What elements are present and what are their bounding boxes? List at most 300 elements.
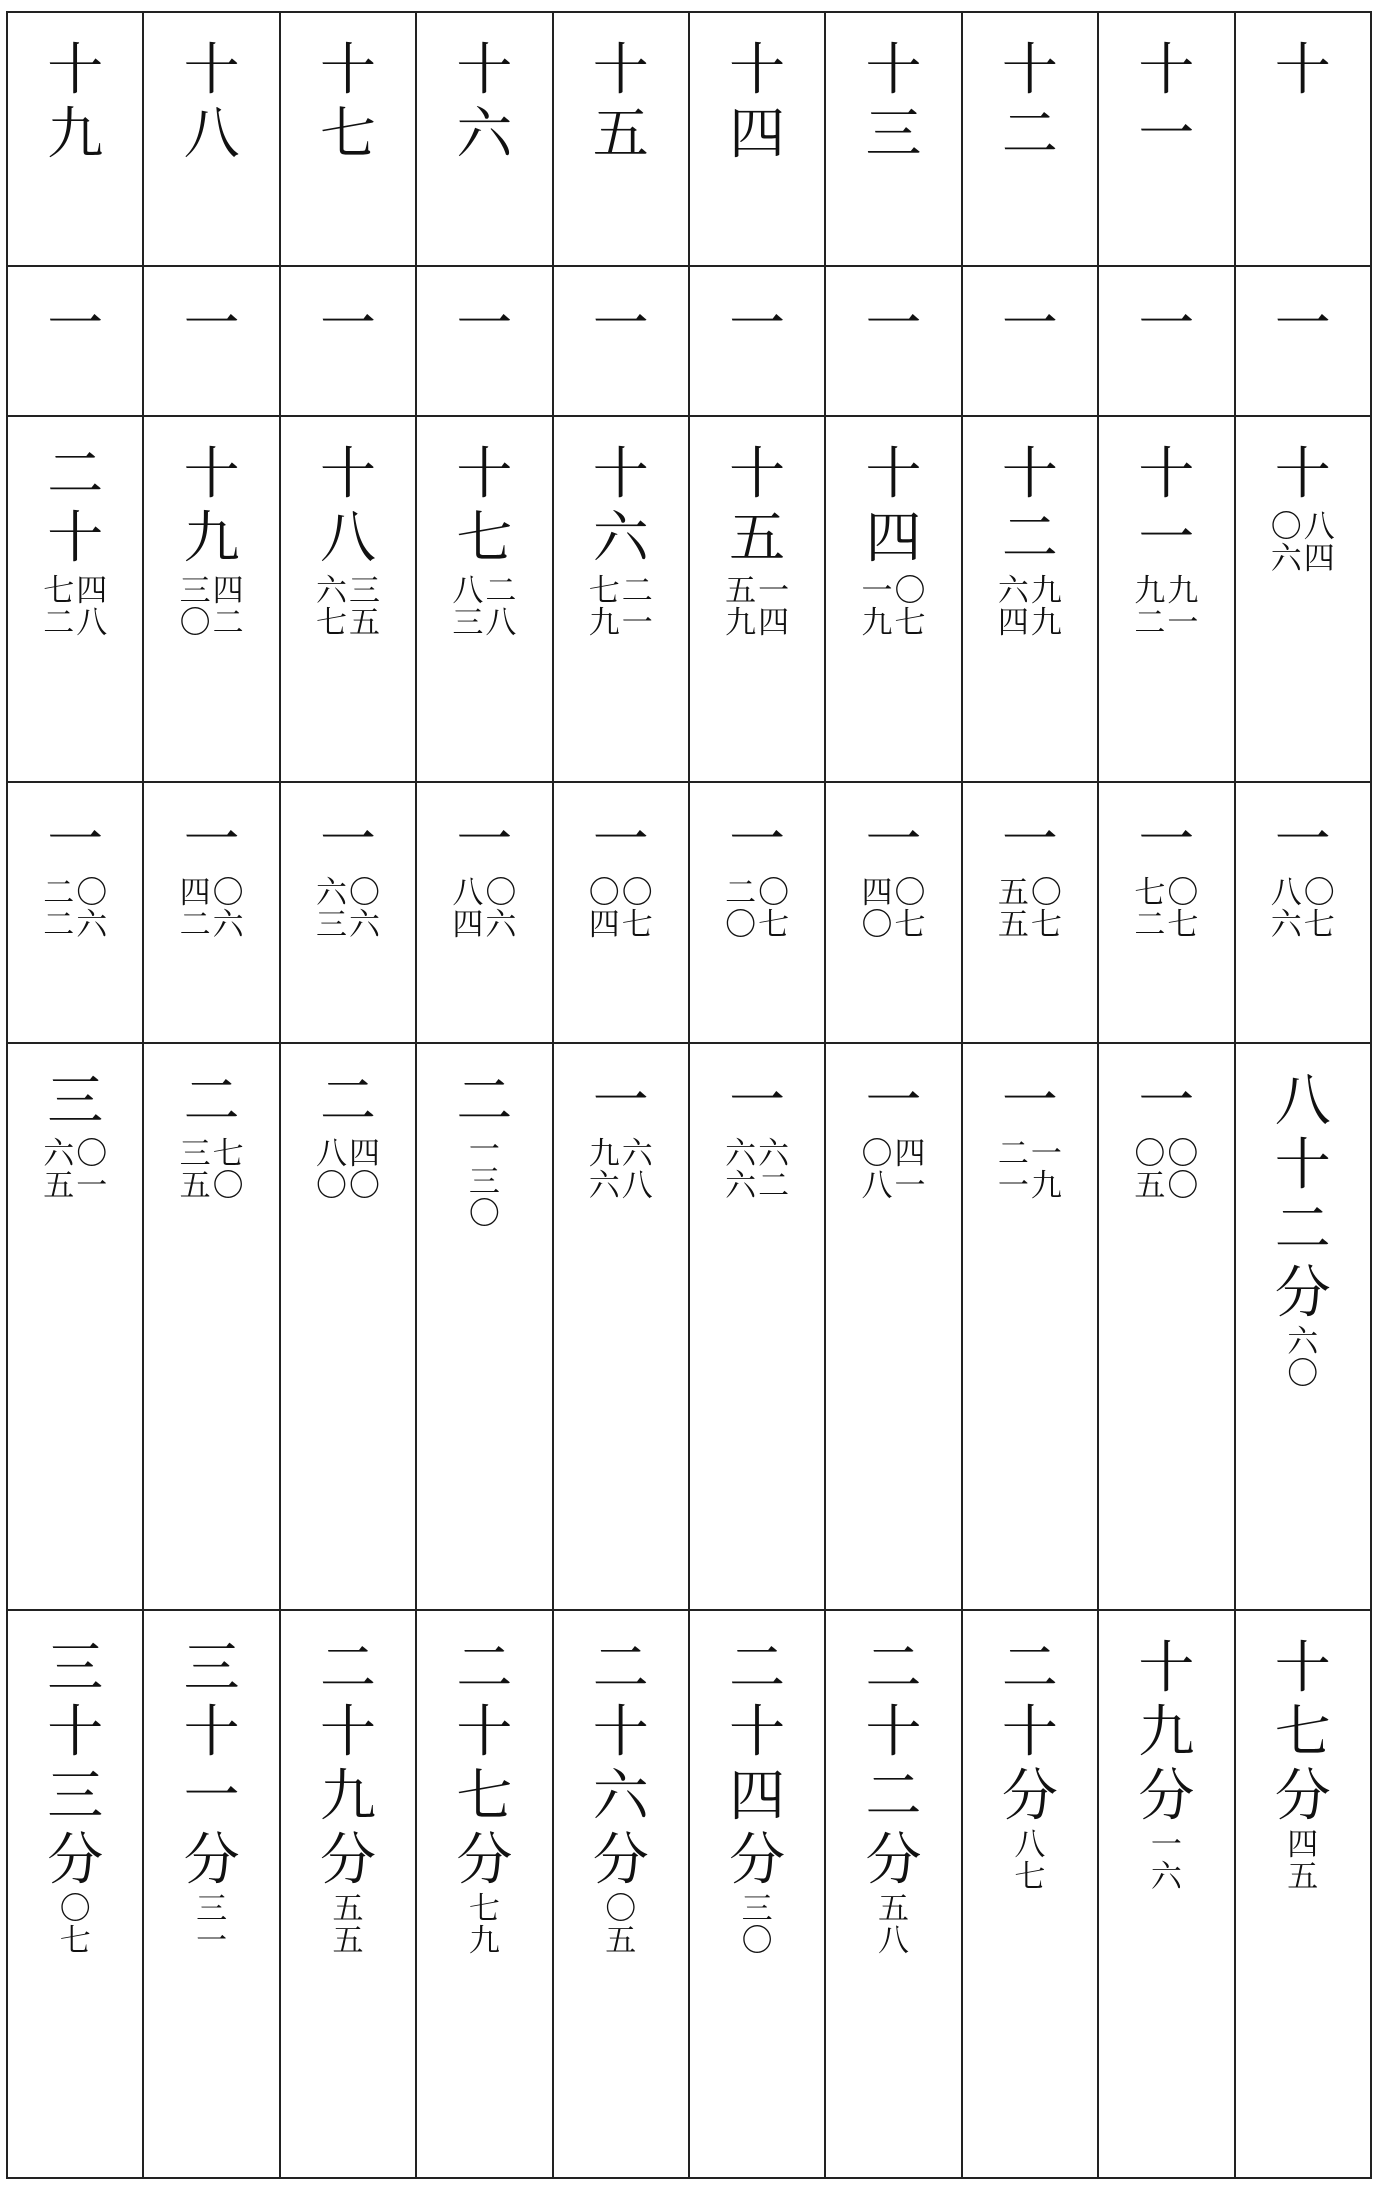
table-cell: [1235, 782, 1371, 1043]
small-annotation: [725, 573, 790, 642]
small-annotation-column: [861, 874, 893, 943]
small-character: 八: [621, 1167, 653, 1204]
cell-text: [826, 267, 960, 357]
main-character: 一: [183, 1764, 240, 1830]
small-annotation-column: [348, 874, 380, 943]
main-character: 十: [729, 38, 786, 103]
main-character: 十: [1001, 38, 1058, 103]
main-character: 三: [47, 1068, 104, 1134]
table-cell: [962, 266, 1098, 416]
small-character: 二: [621, 573, 653, 610]
small-character: 六: [315, 874, 347, 911]
table-cell: [825, 1610, 961, 2178]
small-character: 三: [741, 1891, 773, 1928]
main-character: 二: [865, 1764, 922, 1830]
main-character: 十: [1274, 1636, 1331, 1702]
table-cell: [553, 782, 689, 1043]
cell-text: [1099, 417, 1233, 642]
main-character: 二: [1274, 1196, 1331, 1262]
cell-text: [963, 783, 1097, 941]
main-character: 十: [1274, 38, 1331, 103]
small-character: 九: [1167, 573, 1199, 610]
cell-text: [826, 783, 960, 941]
small-character: 五: [348, 605, 380, 642]
small-character: 七: [621, 906, 653, 943]
main-character: 十: [1001, 1700, 1058, 1766]
main-character: 三: [47, 1764, 104, 1830]
small-character: 二: [179, 906, 211, 943]
cell-text: [554, 417, 688, 642]
small-annotation: [1134, 874, 1199, 943]
cell-text: [1236, 417, 1370, 578]
small-character: 八: [452, 874, 484, 911]
small-character: 六: [1287, 1323, 1319, 1360]
main-character: 二: [456, 1068, 513, 1134]
small-character: 〇: [76, 874, 108, 911]
small-annotation-column: [588, 573, 620, 642]
table-cell: [1098, 266, 1234, 416]
small-annotation-column: [1270, 874, 1302, 943]
small-character: 〇: [59, 1891, 91, 1928]
small-character: 四: [1287, 1827, 1319, 1864]
small-annotation-column: [348, 1135, 380, 1204]
small-annotation: [861, 1135, 926, 1204]
cell-text: [963, 417, 1097, 642]
main-character: 分: [319, 1828, 376, 1894]
small-annotation-column: [452, 573, 484, 642]
small-character: 一: [1167, 605, 1199, 642]
main-character: 一: [1001, 292, 1058, 358]
small-character: 一: [621, 605, 653, 642]
small-character: 〇: [212, 874, 244, 911]
cell-text: [281, 783, 415, 941]
table-cell: [143, 782, 279, 1043]
main-character: 一: [319, 292, 376, 358]
table-cell: [1235, 416, 1371, 781]
small-character: 一: [1030, 1135, 1062, 1172]
cell-text: [1236, 267, 1370, 357]
small-character: 〇: [605, 1891, 637, 1928]
small-annotation-column: [1167, 573, 1199, 642]
small-character: 〇: [1270, 509, 1302, 546]
main-character: 十: [592, 1700, 649, 1766]
cell-text: [690, 1044, 824, 1202]
small-character: 八: [878, 1923, 910, 1960]
small-character: 〇: [315, 1167, 347, 1204]
table-cell: [280, 266, 416, 416]
small-character: 六: [588, 1167, 620, 1204]
small-character: 一: [196, 1923, 228, 1960]
small-character: 五: [1287, 1859, 1319, 1896]
small-character: 〇: [485, 874, 517, 911]
main-character: 十: [47, 1700, 104, 1766]
cell-text: [690, 417, 824, 642]
small-character: 四: [758, 605, 790, 642]
small-character: 一: [997, 1167, 1029, 1204]
small-character: 七: [1134, 874, 1166, 911]
small-character: 七: [1167, 906, 1199, 943]
small-character: 五: [1134, 1167, 1166, 1204]
small-character: 七: [894, 605, 926, 642]
small-character: 五: [332, 1923, 364, 1960]
main-character: 十: [1274, 1132, 1331, 1198]
main-character: 七: [456, 1764, 513, 1830]
main-character: 七: [319, 102, 376, 167]
cell-text: [963, 13, 1097, 167]
cell-text: [417, 417, 551, 642]
small-character: 八: [861, 1167, 893, 1204]
main-character: 分: [47, 1828, 104, 1894]
small-annotation: [179, 1135, 244, 1204]
small-character: 五: [997, 874, 1029, 911]
table-row: [7, 1043, 1371, 1611]
table-cell: [689, 1610, 825, 2178]
small-annotation-column: [179, 1135, 211, 1204]
small-character: 六: [1270, 906, 1302, 943]
main-character: 二: [1001, 506, 1058, 572]
table-cell: [7, 266, 143, 416]
main-character: 十: [865, 442, 922, 508]
small-annotation-column: [621, 874, 653, 943]
main-character: 二: [319, 1068, 376, 1134]
small-character: 六: [315, 573, 347, 610]
main-character: 十: [865, 1700, 922, 1766]
small-character: 二: [725, 874, 757, 911]
small-annotation-column: [758, 573, 790, 642]
main-character: 十: [592, 38, 649, 103]
main-character: 十: [729, 442, 786, 508]
main-character: 一: [1001, 1068, 1058, 1134]
cell-text: [281, 1044, 415, 1202]
main-character: 八: [319, 506, 376, 572]
table-cell: [1235, 1043, 1371, 1611]
table-row: [7, 1610, 1371, 2178]
small-annotation: [452, 874, 517, 943]
main-character: 三: [865, 102, 922, 167]
table-row: [7, 12, 1371, 266]
small-character: 八: [315, 1135, 347, 1172]
table-cell: [7, 1610, 143, 2178]
cell-text: [144, 267, 278, 357]
small-annotation-column: [997, 573, 1029, 642]
main-character: 十: [183, 1700, 240, 1766]
cell-text: [144, 783, 278, 941]
cell-text: [281, 13, 415, 167]
cell-text: [690, 13, 824, 167]
main-character: 一: [47, 292, 104, 358]
cell-text: [144, 417, 278, 642]
small-character: 五: [997, 906, 1029, 943]
main-character: 分: [456, 1828, 513, 1894]
small-annotation: [861, 874, 926, 943]
small-character: 五: [878, 1891, 910, 1928]
small-character: 〇: [621, 874, 653, 911]
table-cell: [416, 416, 552, 781]
small-character: 四: [1303, 541, 1335, 578]
small-annotation-column: [43, 874, 75, 943]
table-cell: [689, 782, 825, 1043]
main-character: 一: [456, 807, 513, 873]
main-character: 二: [1001, 102, 1058, 167]
cell-text: [690, 783, 824, 941]
small-character: 八: [1303, 509, 1335, 546]
small-annotation-column: [894, 874, 926, 943]
table-cell: [280, 782, 416, 1043]
main-character: 一: [729, 807, 786, 873]
small-annotation: [725, 1135, 790, 1204]
table-cell: [689, 1043, 825, 1611]
small-annotation: [997, 573, 1062, 642]
cell-text: [417, 783, 551, 941]
small-annotation: [315, 573, 380, 642]
small-annotation-column: [588, 1135, 620, 1204]
small-character: 一: [76, 1167, 108, 1204]
small-annotation: [588, 1135, 653, 1204]
small-annotation: [1270, 874, 1335, 943]
main-character: 一: [1138, 1068, 1195, 1134]
small-character: 七: [59, 1923, 91, 1960]
small-character: 四: [588, 906, 620, 943]
small-character: 〇: [894, 874, 926, 911]
table-cell: [962, 416, 1098, 781]
small-character: 七: [1014, 1859, 1046, 1896]
table-cell: [280, 416, 416, 781]
small-annotation-column: [1134, 573, 1166, 642]
main-character: 十: [1274, 442, 1331, 508]
main-character: 二: [592, 1636, 649, 1702]
small-character: 七: [315, 605, 347, 642]
main-character: 一: [1138, 807, 1195, 873]
small-character: 二: [43, 605, 75, 642]
small-character: 〇: [861, 906, 893, 943]
cell-text: [963, 267, 1097, 357]
small-character: 二: [758, 1167, 790, 1204]
main-character: 一: [47, 807, 104, 873]
table-cell: [1098, 416, 1234, 781]
main-character: 分: [1274, 1260, 1331, 1326]
small-annotation: [725, 874, 790, 943]
small-annotation-column: [212, 573, 244, 642]
table-cell: [143, 1043, 279, 1611]
table-cell: [825, 782, 961, 1043]
main-character: 十: [183, 442, 240, 508]
small-character: 六: [621, 1135, 653, 1172]
small-annotation-column: [758, 1135, 790, 1204]
cell-text: [144, 1611, 278, 1960]
small-annotation-column: [485, 874, 517, 943]
small-annotation-column: [1167, 874, 1199, 943]
main-character: 八: [183, 102, 240, 167]
main-character: 二: [183, 1068, 240, 1134]
small-character: 〇: [588, 874, 620, 911]
small-character: 三: [179, 573, 211, 610]
small-character: 六: [348, 906, 380, 943]
main-character: 十: [1138, 1636, 1195, 1702]
small-character: 五: [725, 573, 757, 610]
small-character: 八: [485, 605, 517, 642]
main-character: 十: [319, 38, 376, 103]
small-annotation-column: [452, 874, 484, 943]
small-annotation-column: [997, 874, 1029, 943]
small-annotation: [43, 1135, 108, 1204]
cell-text: [417, 267, 551, 357]
main-character: 一: [592, 292, 649, 358]
table-cell: [962, 782, 1098, 1043]
cell-text: [826, 417, 960, 642]
table-cell: [962, 12, 1098, 266]
table-cell: [7, 12, 143, 266]
table-cell: [825, 416, 961, 781]
table-cell: [1098, 782, 1234, 1043]
main-character: 十: [1001, 442, 1058, 508]
cell-text: [963, 1611, 1097, 1896]
main-character: 七: [1274, 1700, 1331, 1766]
table-cell: [689, 12, 825, 266]
table-cell: [825, 12, 961, 266]
small-character: 七: [1030, 906, 1062, 943]
table-cell: [1235, 12, 1371, 266]
main-character: 九: [183, 506, 240, 572]
small-character: 一: [861, 573, 893, 610]
small-annotation-column: [43, 1135, 75, 1204]
small-character: 〇: [1167, 1167, 1199, 1204]
main-character: 三: [47, 1636, 104, 1702]
table-cell: [825, 1043, 961, 1611]
small-character: 七: [43, 573, 75, 610]
main-character: 二: [729, 1636, 786, 1702]
main-character: 六: [592, 1764, 649, 1830]
small-annotation-column: [76, 874, 108, 943]
small-annotation-column: [758, 874, 790, 943]
cell-text: [417, 1044, 551, 1230]
main-character: 分: [729, 1828, 786, 1894]
main-character: 一: [729, 292, 786, 358]
data-table: [6, 11, 1372, 2179]
small-annotation-column: [1134, 1135, 1166, 1204]
small-annotation-column: [76, 573, 108, 642]
table-cell: [1098, 12, 1234, 266]
small-annotation: [997, 874, 1062, 943]
table-row: [7, 782, 1371, 1043]
small-character: 四: [997, 605, 1029, 642]
main-character: 一: [183, 292, 240, 358]
small-character: 〇: [1303, 874, 1335, 911]
small-character: 九: [861, 605, 893, 642]
small-annotation: [588, 573, 653, 642]
small-annotation: [997, 1135, 1062, 1204]
small-character: 六: [212, 906, 244, 943]
small-annotation-column: [894, 573, 926, 642]
main-character: 四: [729, 1764, 786, 1830]
small-character: 一: [1150, 1827, 1182, 1864]
main-character: 十: [865, 38, 922, 103]
small-character: 六: [76, 906, 108, 943]
cell-text: [1236, 13, 1370, 103]
table-cell: [1098, 1043, 1234, 1611]
main-character: 一: [592, 1068, 649, 1134]
table-cell: [7, 782, 143, 1043]
table-cell: [553, 1043, 689, 1611]
cell-text: [144, 1044, 278, 1202]
small-character: 九: [588, 605, 620, 642]
small-annotation-column: [725, 573, 757, 642]
small-annotation-column: [588, 874, 620, 943]
small-character: 四: [179, 874, 211, 911]
main-character: 十: [319, 1700, 376, 1766]
table-row: [7, 416, 1371, 781]
small-character: 八: [76, 605, 108, 642]
small-character: 九: [1030, 1167, 1062, 1204]
main-character: 十: [47, 38, 104, 103]
small-annotation-column: [485, 573, 517, 642]
small-annotation-column: [315, 1135, 347, 1204]
small-character: 四: [452, 906, 484, 943]
small-character: 九: [1134, 573, 1166, 610]
main-character: 一: [592, 807, 649, 873]
cell-text: [1236, 1044, 1370, 1390]
small-character: 三: [315, 906, 347, 943]
small-annotation-column: [725, 874, 757, 943]
small-character: 二: [43, 874, 75, 911]
small-character: 〇: [1167, 874, 1199, 911]
table-cell: [7, 1043, 143, 1611]
table-cell: [280, 1043, 416, 1611]
small-character: 〇: [212, 1167, 244, 1204]
small-annotation-column: [1303, 509, 1335, 578]
small-annotation-column: [1134, 874, 1166, 943]
small-annotation-column: [179, 573, 211, 642]
small-annotation-column: [179, 874, 211, 943]
small-character: 〇: [348, 874, 380, 911]
small-character: 六: [43, 1135, 75, 1172]
main-character: 五: [729, 506, 786, 572]
cell-text: [554, 783, 688, 941]
cell-text: [281, 267, 415, 357]
small-character: 八: [1014, 1827, 1046, 1864]
small-annotation: [588, 874, 653, 943]
cell-text: [1099, 13, 1233, 167]
main-character: 十: [729, 1700, 786, 1766]
table-cell: [553, 12, 689, 266]
main-character: 二: [1001, 1636, 1058, 1702]
main-character: 十: [456, 442, 513, 508]
cell-text: [1236, 1611, 1370, 1896]
small-character: 〇: [348, 1167, 380, 1204]
main-character: 分: [183, 1828, 240, 1894]
small-character: 五: [179, 1167, 211, 1204]
main-character: 一: [1274, 292, 1331, 358]
main-character: 六: [592, 506, 649, 572]
small-character: 〇: [1030, 874, 1062, 911]
small-character: 一: [894, 1167, 926, 1204]
small-annotation: [452, 573, 517, 642]
small-character: 七: [758, 906, 790, 943]
table-cell: [416, 266, 552, 416]
main-character: 一: [183, 807, 240, 873]
small-annotation-column: [348, 573, 380, 642]
main-character: 二: [865, 1636, 922, 1702]
small-annotation-column: [1303, 874, 1335, 943]
small-annotation-column: [621, 1135, 653, 1204]
small-annotation-column: [1030, 874, 1062, 943]
cell-text: [826, 13, 960, 167]
table-cell: [416, 1043, 552, 1611]
small-character: 六: [758, 1135, 790, 1172]
small-character: 〇: [741, 1923, 773, 1960]
cell-text: [826, 1044, 960, 1202]
small-character: 四: [861, 874, 893, 911]
small-character: 〇: [758, 874, 790, 911]
